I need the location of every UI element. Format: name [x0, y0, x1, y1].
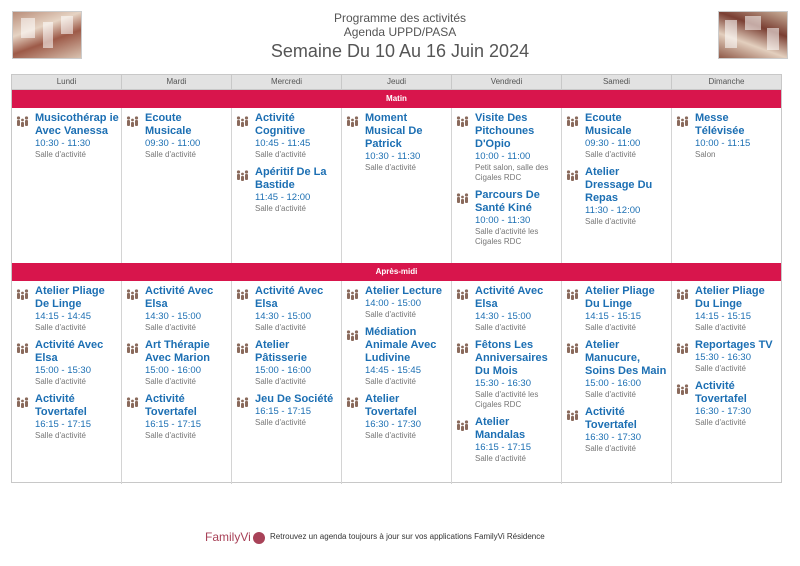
programme-title: Programme des activités [333, 11, 467, 25]
activity-entry[interactable] [566, 112, 669, 160]
activity-title: Activité Tovertafel [145, 393, 197, 418]
activity-title: Messe Télévisée [695, 112, 745, 137]
activity-location: Salle d'activité [35, 323, 86, 332]
activity-title: Atelier Pliage Du Linge [695, 285, 765, 310]
people-group-icon [456, 418, 470, 464]
activity-time: 16:30 - 17:30 [695, 406, 751, 417]
page-header [0, 11, 800, 62]
afternoon-cell-3 [342, 281, 452, 484]
activity-time: 10:00 - 11:30 [475, 215, 531, 226]
activity-details [250, 393, 339, 428]
activity-title: Atelier Mandalas [475, 416, 526, 441]
people-group-icon [566, 114, 580, 160]
people-group-icon [566, 341, 580, 400]
activity-details [250, 339, 339, 387]
activity-title: Jeu De Société [255, 393, 334, 405]
activity-location: Petit salon, salle des Cigales RDC [475, 163, 549, 182]
activity-details [140, 393, 229, 441]
people-group-icon [236, 114, 250, 160]
activity-time: 14:15 - 15:15 [695, 311, 751, 322]
activity-details [690, 285, 779, 333]
people-group-icon [126, 287, 140, 333]
activity-details [30, 112, 119, 160]
activity-details [140, 285, 229, 333]
morning-cell-4 [452, 108, 562, 263]
activity-title: Atelier Tovertafel [365, 393, 417, 418]
activity-details [470, 285, 559, 333]
activity-location: Salle d'activité [365, 163, 416, 172]
afternoon-row [12, 281, 781, 484]
footer [0, 528, 800, 548]
activity-time: 11:30 - 12:00 [585, 205, 641, 216]
activity-details [690, 339, 779, 374]
activity-time: 14:00 - 15:00 [365, 298, 421, 309]
footer-note: Retrouvez un agenda toujours à jour sur vos applications FamilyVi Résidence [270, 532, 545, 541]
people-group-icon [456, 287, 470, 333]
people-group-icon [126, 114, 140, 160]
activity-entry[interactable] [126, 393, 229, 441]
activity-title: Visite Des Pitchounes D'Opio [475, 112, 535, 150]
activity-title: Activité Tovertafel [695, 380, 747, 405]
activity-entry[interactable] [566, 166, 669, 227]
day-header-1: Mardi [122, 75, 232, 89]
activity-entry[interactable] [126, 285, 229, 333]
activity-title: Atelier Lecture [365, 285, 443, 297]
activity-location: Salle d'activité [145, 150, 196, 159]
people-group-icon [126, 341, 140, 387]
people-group-icon [16, 341, 30, 387]
people-group-icon [236, 395, 250, 428]
activity-title: Atelier Pliage Du Linge [585, 285, 655, 310]
activity-location: Salle d'activité [35, 377, 86, 386]
activity-time: 16:30 - 17:30 [585, 432, 641, 443]
activity-title: Médiation Animale Avec Ludivine [365, 326, 437, 364]
activity-entry[interactable] [346, 326, 449, 387]
activity-location: Salle d'activité [255, 377, 306, 386]
activity-location: Salle d'activité [585, 390, 636, 399]
activity-title: Ecoute Musicale [585, 112, 632, 137]
activity-details [250, 166, 339, 214]
activity-title: Atelier Manucure, Soins Des Main [585, 339, 667, 377]
activity-time: 16:15 - 17:15 [475, 442, 531, 453]
people-group-icon [566, 168, 580, 227]
activity-time: 10:00 - 11:00 [475, 151, 531, 162]
week-title: Semaine Du 10 Au 16 Juin 2024 [270, 41, 530, 61]
day-header-6: Dimanche [708, 77, 745, 86]
activity-entry[interactable] [16, 285, 119, 333]
activity-time: 10:45 - 11:45 [255, 138, 311, 149]
activity-location: Salle d'activité [365, 377, 416, 386]
activity-details [580, 339, 669, 400]
activity-title: Musicothérap ie Avec Vanessa [35, 112, 119, 137]
afternoon-cell-0 [12, 281, 122, 484]
people-group-icon [566, 408, 580, 454]
activity-details [140, 339, 229, 387]
activity-entry[interactable] [16, 339, 119, 387]
activity-time: 14:30 - 15:00 [475, 311, 531, 322]
activity-entry[interactable] [16, 393, 119, 441]
activity-location: Salle d'activité [365, 310, 416, 319]
activity-location: Salle d'activité [585, 444, 636, 453]
heart-logo-icon [253, 532, 265, 544]
activity-location: Salle d'activité [35, 150, 86, 159]
activity-title: Apéritif De La Bastide [255, 166, 327, 191]
activity-title: Activité Tovertafel [35, 393, 87, 418]
activity-location: Salle d'activité [145, 323, 196, 332]
activity-entry[interactable] [126, 339, 229, 387]
activity-location: Salle d'activité [255, 204, 306, 213]
morning-cell-6 [672, 108, 781, 263]
activity-time: 15:00 - 16:00 [255, 365, 311, 376]
afternoon-cell-2 [232, 281, 342, 484]
activity-time: 15:00 - 16:00 [585, 378, 641, 389]
activity-location: Salle d'activité les Cigales RDC [475, 390, 539, 409]
activity-entry[interactable] [346, 112, 449, 173]
activity-title: Activité Avec Elsa [145, 285, 214, 310]
activity-entry[interactable] [566, 406, 669, 454]
morning-row [12, 108, 781, 263]
activity-location: Salle d'activité [585, 150, 636, 159]
activity-title: Activité Avec Elsa [475, 285, 544, 310]
afternoon-band: Après-midi [12, 263, 781, 281]
activity-location: Salle d'activité [255, 150, 306, 159]
activity-location: Salle d'activité [475, 454, 526, 463]
activity-details [470, 189, 559, 247]
people-group-icon [346, 395, 360, 441]
activity-entry[interactable] [566, 285, 669, 333]
activity-location: Salle d'activité [475, 323, 526, 332]
activity-details [690, 112, 779, 160]
activity-details [690, 380, 779, 428]
activity-time: 16:15 - 17:15 [35, 419, 91, 430]
day-header-0: Lundi [12, 75, 122, 89]
activity-time: 10:00 - 11:15 [695, 138, 751, 149]
day-header-row [12, 75, 781, 90]
people-group-icon [676, 287, 690, 333]
people-group-icon [236, 168, 250, 214]
activity-title: Activité Avec Elsa [35, 339, 104, 364]
people-group-icon [676, 114, 690, 160]
activity-location: Salle d'activité [695, 323, 746, 332]
activity-details [30, 393, 119, 441]
activity-time: 09:30 - 11:00 [585, 138, 641, 149]
activity-location: Salle d'activité [255, 323, 306, 332]
activity-title: Activité Avec Elsa [255, 285, 324, 310]
agenda-subtitle: Agenda UPPD/PASA [343, 25, 457, 39]
activity-entry[interactable] [456, 112, 559, 183]
day-header-2: Mercredi [232, 75, 342, 89]
activity-time: 16:30 - 17:30 [365, 419, 421, 430]
activity-time: 09:30 - 11:00 [145, 138, 201, 149]
familyvi-logo [205, 530, 265, 544]
activity-details [250, 112, 339, 160]
activity-time: 16:15 - 17:15 [145, 419, 201, 430]
morning-band: Matin [12, 90, 781, 108]
activity-entry[interactable] [676, 380, 779, 428]
afternoon-cell-4 [452, 281, 562, 484]
activity-location: Salle d'activité [695, 418, 746, 427]
activity-time: 14:15 - 14:45 [35, 311, 91, 322]
activity-location: Salle d'activité [585, 323, 636, 332]
afternoon-cell-1 [122, 281, 232, 484]
activity-details [250, 285, 339, 333]
activity-title: Activité Cognitive [255, 112, 306, 137]
people-group-icon [236, 287, 250, 333]
activity-location: Salle d'activité [695, 364, 746, 373]
activity-time: 10:30 - 11:30 [365, 151, 421, 162]
activity-location: Salon [695, 150, 716, 159]
day-header-3: Jeudi [342, 75, 452, 89]
activity-time: 15:00 - 15:30 [35, 365, 91, 376]
activity-entry[interactable] [346, 285, 449, 320]
activity-entry[interactable] [676, 112, 779, 160]
afternoon-cell-6 [672, 281, 781, 484]
activity-entry[interactable] [676, 339, 779, 374]
activity-entry[interactable] [456, 339, 559, 410]
activity-time: 14:45 - 15:45 [365, 365, 421, 376]
activity-entry[interactable] [236, 339, 339, 387]
activity-title: Parcours De Santé Kiné [475, 189, 540, 214]
activity-details [470, 416, 559, 464]
activity-details [580, 112, 669, 160]
activity-details [360, 285, 449, 320]
people-group-icon [236, 341, 250, 387]
activity-title: Activité Tovertafel [585, 406, 637, 431]
activity-details [580, 166, 669, 227]
activity-time: 11:45 - 12:00 [255, 192, 311, 203]
people-group-icon [126, 395, 140, 441]
familyvi-brand-text: FamilyVi [205, 530, 251, 544]
day-header-4: Vendredi [452, 75, 562, 89]
activity-entry[interactable] [456, 285, 559, 333]
activity-title: Atelier Pliage De Linge [35, 285, 105, 310]
people-group-icon [676, 341, 690, 374]
people-group-icon [456, 114, 470, 183]
morning-cell-2 [232, 108, 342, 263]
activity-time: 16:15 - 17:15 [255, 406, 311, 417]
activity-title: Atelier Pâtisserie [255, 339, 307, 364]
activity-details [30, 285, 119, 333]
morning-cell-5 [562, 108, 672, 263]
activity-details [470, 339, 559, 410]
activity-title: Moment Musical De Patrick [365, 112, 423, 150]
activity-time: 15:30 - 16:30 [475, 378, 531, 389]
activity-location: Salle d'activité [145, 377, 196, 386]
activity-entry[interactable] [456, 416, 559, 464]
morning-cell-0 [12, 108, 122, 263]
activity-location: Salle d'activité [35, 431, 86, 440]
activity-title: Atelier Dressage Du Repas [585, 166, 653, 204]
activity-entry[interactable] [236, 166, 339, 214]
activity-entry[interactable] [126, 112, 229, 160]
activity-title: Fêtons Les Anniversaires Du Mois [475, 339, 548, 377]
activity-entry[interactable] [16, 112, 119, 160]
activity-details [360, 112, 449, 173]
people-group-icon [566, 287, 580, 333]
activity-entry[interactable] [346, 393, 449, 441]
activity-location: Salle d'activité [145, 431, 196, 440]
activity-entry[interactable] [566, 339, 669, 400]
activity-details [30, 339, 119, 387]
activity-details [580, 285, 669, 333]
activity-time: 14:30 - 15:00 [145, 311, 201, 322]
activity-details [580, 406, 669, 454]
activity-details [140, 112, 229, 160]
activity-time: 10:30 - 11:30 [35, 138, 91, 149]
activity-title: Ecoute Musicale [145, 112, 192, 137]
morning-cell-3 [342, 108, 452, 263]
activity-entry[interactable] [236, 285, 339, 333]
people-group-icon [346, 328, 360, 387]
activity-details [360, 393, 449, 441]
morning-cell-1 [122, 108, 232, 263]
people-group-icon [456, 341, 470, 410]
people-group-icon [346, 114, 360, 173]
activity-entry[interactable] [236, 393, 339, 428]
activity-details [470, 112, 559, 183]
activity-time: 14:15 - 15:15 [585, 311, 641, 322]
people-group-icon [676, 382, 690, 428]
activity-time: 14:30 - 15:00 [255, 311, 311, 322]
activity-location: Salle d'activité [255, 418, 306, 427]
activity-title: Art Thérapie Avec Marion [145, 339, 211, 364]
afternoon-cell-5 [562, 281, 672, 484]
activity-title: Reportages TV [695, 339, 773, 351]
activity-entry[interactable] [236, 112, 339, 160]
day-header-5: Samedi [562, 75, 672, 89]
activity-location: Salle d'activité [585, 217, 636, 226]
people-group-icon [16, 287, 30, 333]
people-group-icon [16, 395, 30, 441]
activity-time: 15:00 - 16:00 [145, 365, 201, 376]
weekly-schedule [11, 74, 782, 483]
people-group-icon [456, 191, 470, 247]
activity-location: Salle d'activité les Cigales RDC [475, 227, 539, 246]
activity-location: Salle d'activité [365, 431, 416, 440]
activity-entry[interactable] [456, 189, 559, 247]
people-group-icon [16, 114, 30, 160]
activity-details [360, 326, 449, 387]
activity-time: 15:30 - 16:30 [695, 352, 751, 363]
people-group-icon [346, 287, 360, 320]
activity-entry[interactable] [676, 285, 779, 333]
